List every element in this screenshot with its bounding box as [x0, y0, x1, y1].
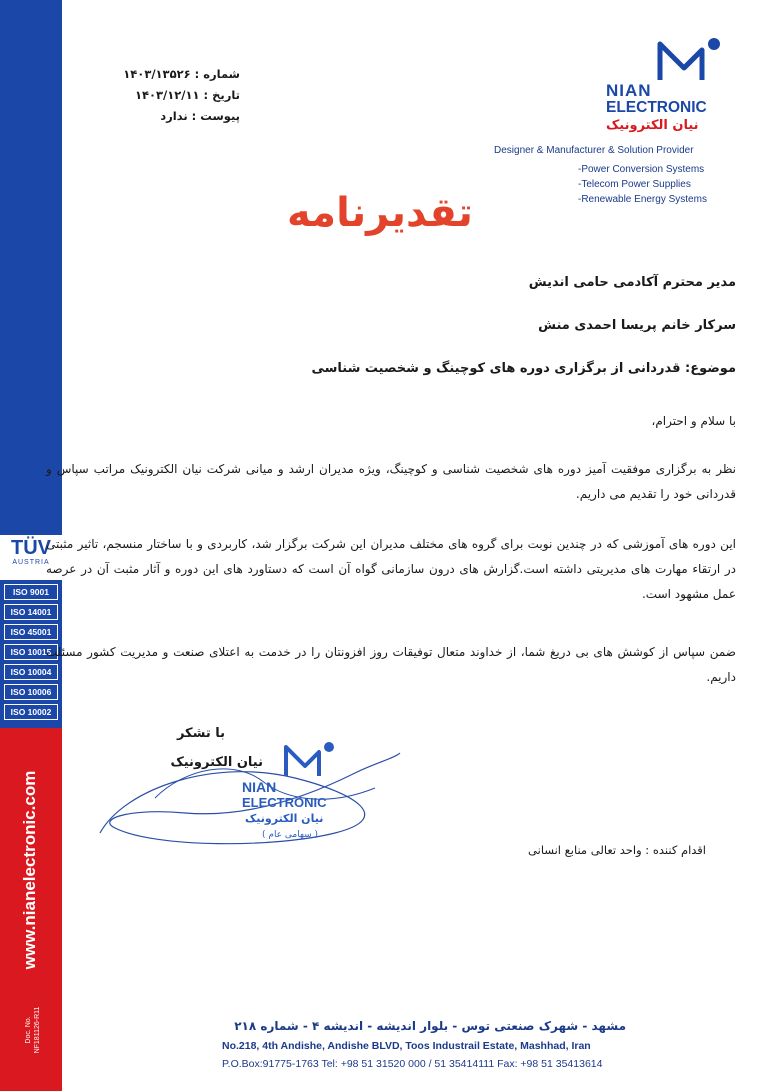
iso-badge: ISO 14001	[4, 604, 58, 620]
service-item: -Power Conversion Systems	[578, 164, 705, 175]
letter-date: تاریخ : ۱۴۰۳/۱۲/۱۱	[134, 88, 240, 102]
footer-address-english: No.218, 4th Andishe, Andishe BLVD, Toos Industrail Estate, Mashhad, Iran	[222, 1040, 591, 1052]
footer-contact: P.O.Box:91775-1763 Tel: +98 51 31520 000 / 51 35414111 Fax: +98 51 35413614	[222, 1058, 603, 1070]
doc-no-value: NF181126-R11	[34, 1006, 41, 1054]
stamp-logo-icon	[283, 740, 335, 778]
letter-subject: موضوع: قدردانی از برگزاری دوره های کوچینگ و شخصیت شناسی	[311, 361, 736, 376]
service-item: -Renewable Energy Systems	[578, 194, 707, 205]
iso-badge: ISO 45001	[4, 624, 58, 640]
iso-badge: ISO 10015	[4, 644, 58, 660]
action-by: اقدام کننده : واحد تعالی منابع انسانی	[528, 843, 706, 857]
company-services	[578, 162, 707, 207]
company-website: www.nianelectronic.com	[20, 770, 39, 970]
stamp-subtext: ELECTRONIC	[242, 795, 327, 810]
letter-attachment: پیوست : ندارد	[160, 109, 240, 123]
iso-badge: ISO 9001	[4, 584, 58, 600]
doc-no-label: Doc. No.	[25, 1016, 32, 1044]
letter-reference	[100, 64, 240, 127]
tuv-country: AUSTRIA	[12, 559, 50, 566]
footer-address-persian: مشهد - شهرک صنعتی توس - بلوار اندیشه - اندیشه ۴ - شماره ۲۱۸	[234, 1019, 626, 1033]
company-logo-text: NIAN	[606, 81, 652, 100]
iso-badge: ISO 10006	[4, 684, 58, 700]
tuv-logo: TÜV	[11, 537, 51, 559]
body-paragraph: ضمن سپاس از کوشش های بی دریغ شما، از خداوند متعال توفیقات روز افزونتان را در خدمت به اعتلای صنعت و مدیریت کشور مسئلت داریم.	[46, 645, 736, 684]
body-paragraph: این دوره های آموزشی که در چندین نوبت برای گروه های مختلف مدیران این شرکت برگزار شد، کاربردی و با ساختار منسجم، تاثیر مثبتی در ارتقاء مهارت های مدیریتی داشته است.گزارش های درون سازمانی گواه آن است که دستاورد های این دوره و آثار مثبت آن در عرصه عمل مشهود است.	[46, 537, 736, 601]
greeting: با سلام و احترام،	[651, 414, 736, 428]
stamp-company-type: ( سهامی عام )	[262, 830, 319, 840]
addressee-line-1: مدیر محترم آکادمی حامی اندیش	[528, 275, 736, 290]
iso-badge: ISO 10002	[4, 704, 58, 720]
closing-thanks: با تشکر	[176, 726, 225, 741]
company-tagline: Designer & Manufacturer & Solution Provider	[494, 145, 694, 156]
letter-title: تقدیرنامه	[287, 190, 473, 236]
document-number	[24, 1007, 42, 1054]
sidebar-strip-blue	[0, 0, 62, 535]
iso-badge: ISO 10004	[4, 664, 58, 680]
company-logo-icon	[656, 36, 722, 82]
letter-number: شماره : ۱۴۰۳/۱۳۵۲۶	[123, 67, 240, 81]
service-item: -Telecom Power Supplies	[578, 179, 691, 190]
stamp-text: NIAN	[242, 779, 277, 795]
company-logo-persian: نیان الکترونیک	[606, 118, 699, 133]
stamp-persian: نیان الکترونیک	[245, 812, 324, 825]
body-paragraph: نظر به برگزاری موفقیت آمیز دوره های شخصیت شناسی و کوچینگ، ویژه مدیران ارشد و میانی شرکت نیان الکترونیک مراتب سپاس و قدردانی خود را تقدیم می داریم.	[46, 462, 736, 501]
addressee-line-2: سرکار خانم پریسا احمدی منش	[538, 318, 736, 333]
company-logo-subtext: ELECTRONIC	[606, 99, 707, 116]
signer-name: نیان الکترونیک	[170, 755, 263, 770]
